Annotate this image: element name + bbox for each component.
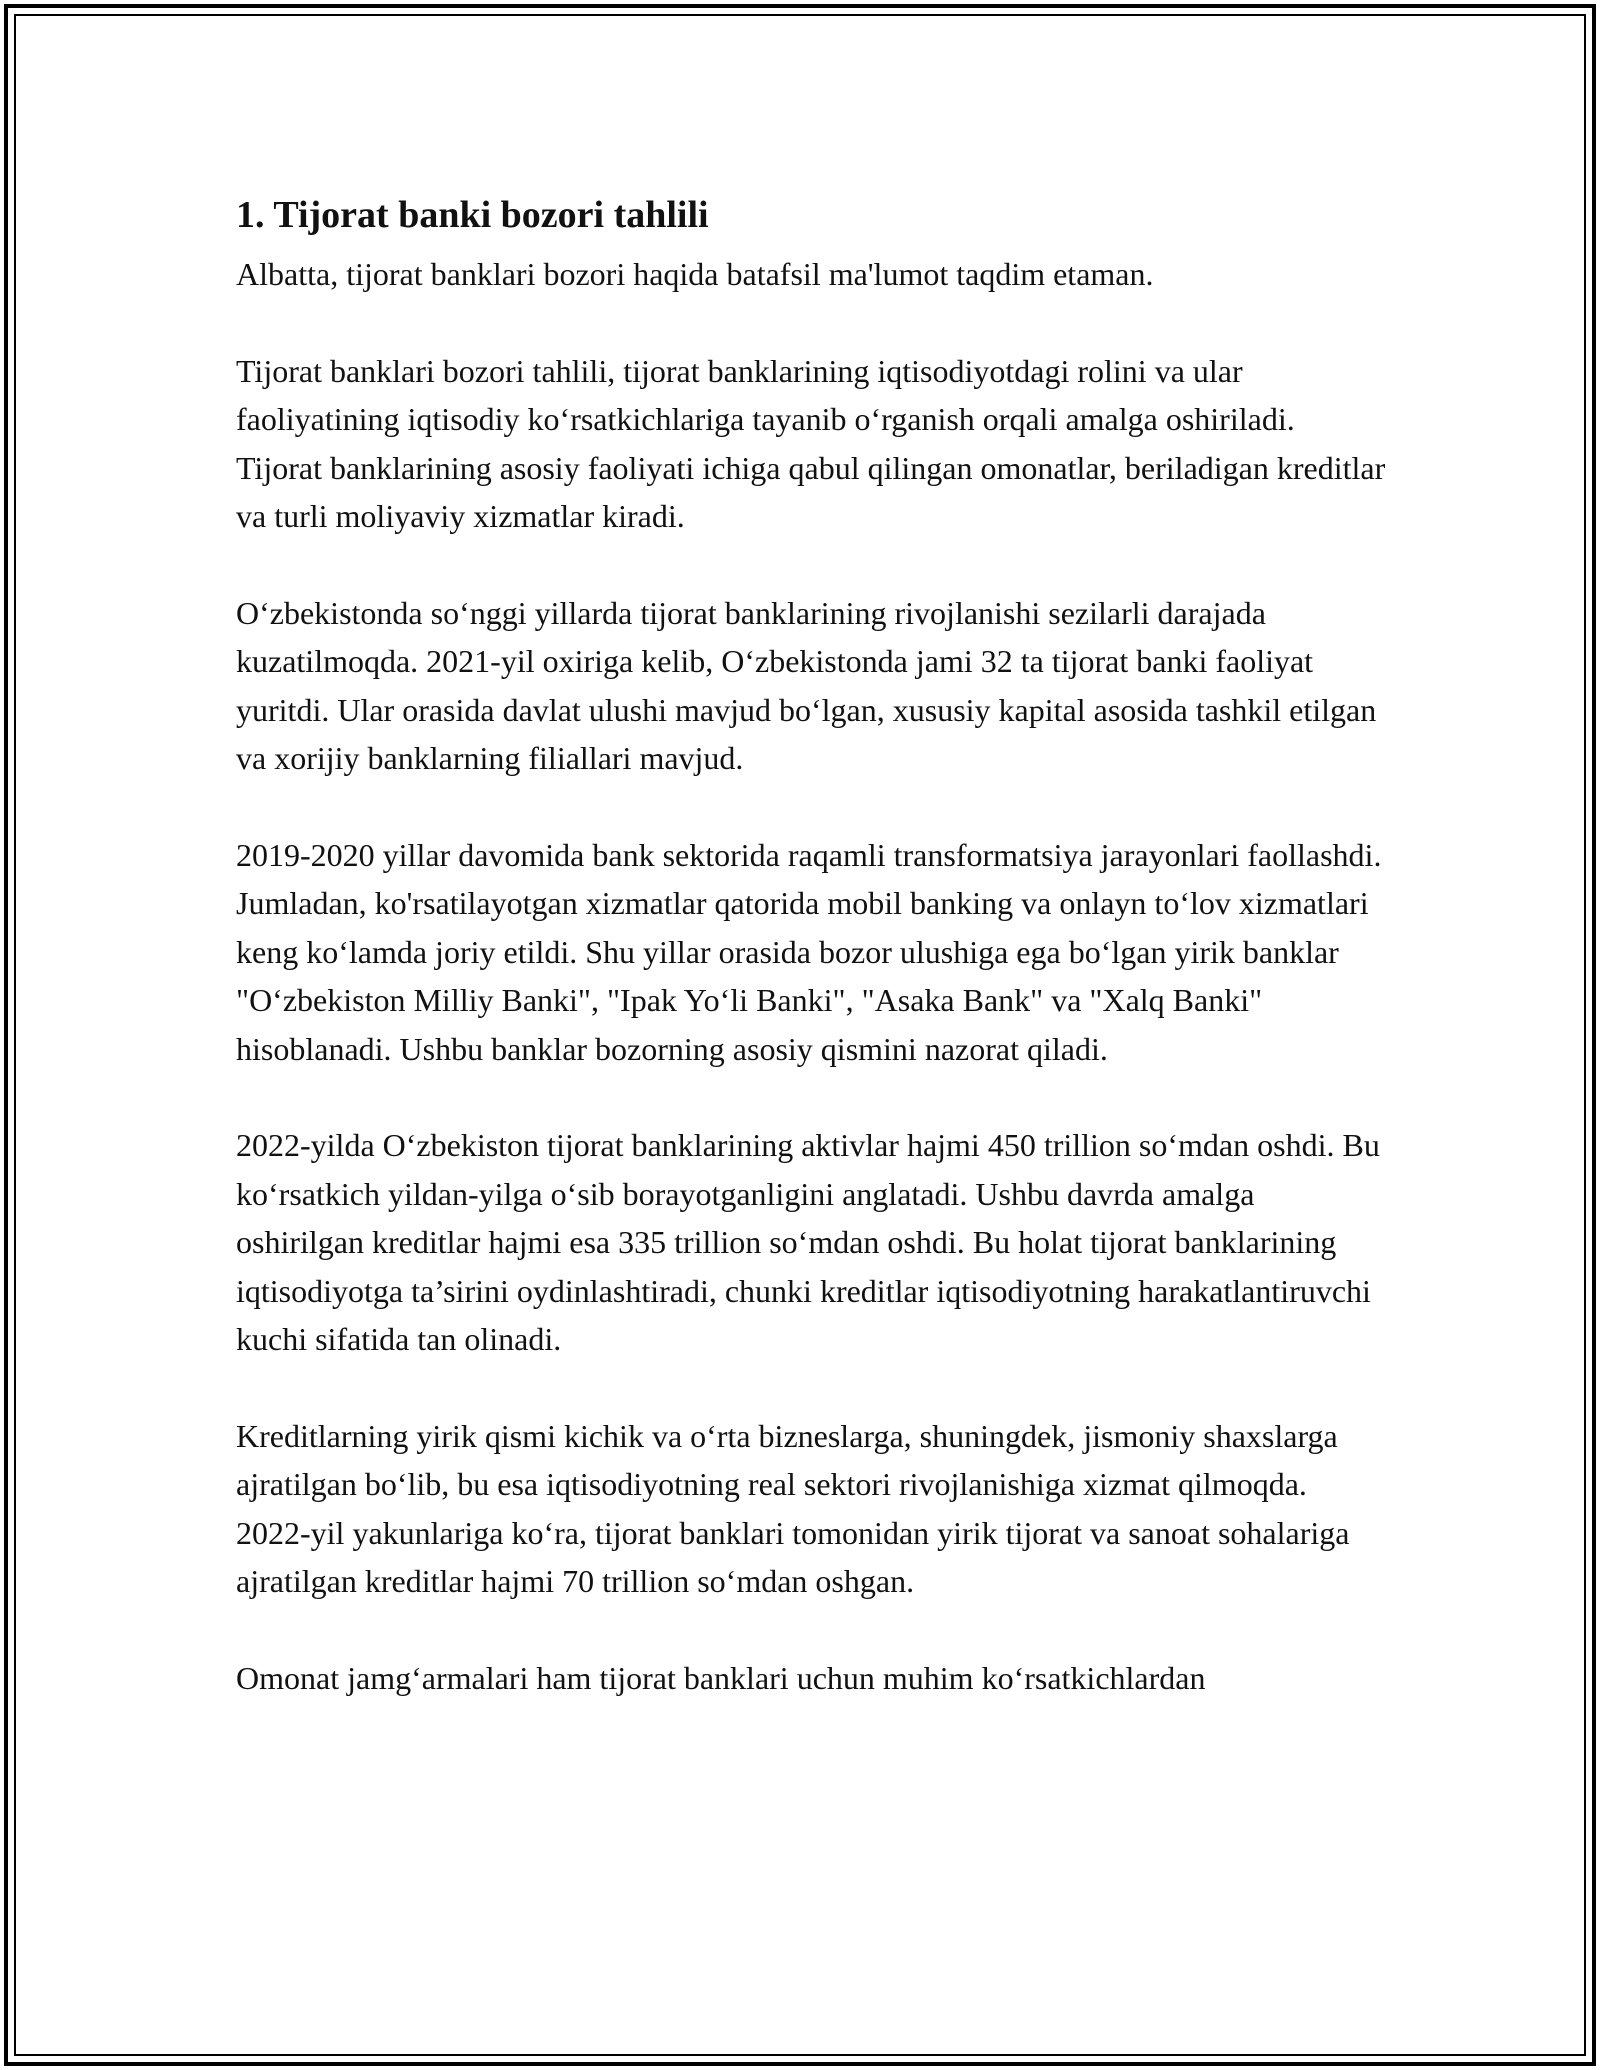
paragraph-digital-transformation: 2019-2020 yillar davomida bank sektorida raqamli transformatsiya jarayonlari faollashdi. Jumladan, ko'rsatilayotgan xizmatlar qatorida mobil banking va onlayn to‘lov xizmatlari keng ko‘lamda joriy etildi. Shu yillar orasida bozor ulushiga ega bo‘lgan yirik banklar "O‘zbekiston Milliy Banki", "Ipak Yo‘li Banki", "Asaka Bank" va "Xalq Banki" hisoblanadi. Ushbu banklar bozorning asosiy qismini nazorat qiladi. — [236, 836, 1382, 1067]
document-body — [236, 186, 1386, 1750]
paragraph-bank-count: O‘zbekistonda so‘nggi yillarda tijorat banklarining rivojlanishi sezilarli darajada kuzatilmoqda. 2021-yil oxiriga kelib, O‘zbekistonda jami 32 ta tijorat banki faoliyat yuritdi. Ular orasida davlat ulushi mavjud bo‘lgan, xususiy kapital asosida tashkil etilgan va xorijiy banklarning filiallari mavjud. — [236, 594, 1377, 776]
paragraph-deposits: Omonat jamg‘armalari ham tijorat banklari uchun muhim ko‘rsatkichlardan — [236, 1659, 1206, 1696]
paragraph-assets-2022: 2022-yilda O‘zbekiston tijorat banklarining aktivlar hajmi 450 trillion so‘mdan oshdi. Bu ko‘rsatkich yildan-yilga o‘sib borayotganligini anglatadi. Ushbu davrda amalga oshirilgan kreditlar hajmi esa 335 trillion so‘mdan oshdi. Bu holat tijorat banklarining iqtisodiyotga ta’sirini oydinlashtiradi, chunki kreditlar iqtisodiyotning harakatlantiruvchi kuchi sifatida tan olinadi. — [236, 1127, 1380, 1357]
section-heading: 1. Tijorat banki bozori tahlili — [236, 194, 709, 236]
paragraph-intro: Albatta, tijorat banklari bozori haqida batafsil ma'lumot taqdim etaman. — [236, 256, 1154, 292]
paragraph-credit-allocation: Kreditlarning yirik qismi kichik va o‘rta bizneslarga, shuningdek, jismoniy shaxslarga ajratilgan bo‘lib, bu esa iqtisodiyotning real sektori rivojlanishiga xizmat qilmoqda. 2022-yil yakunlariga ko‘ra, tijorat banklari tomonidan yirik tijorat va sanoat sohalariga ajratilgan kreditlar hajmi 70 trillion so‘mdan oshgan. — [236, 1417, 1350, 1599]
paragraph-market-analysis: Tijorat banklari bozori tahlili, tijorat banklarining iqtisodiyotdagi rolini va ular faoliyatining iqtisodiy ko‘rsatkichlariga tayanib o‘rganish orqali amalga oshiriladi. Tijorat banklarining asosiy faoliyati ichiga qabul qilingan omonatlar, beriladigan kreditlar va turli moliyaviy xizmatlar kiradi. — [236, 352, 1386, 534]
